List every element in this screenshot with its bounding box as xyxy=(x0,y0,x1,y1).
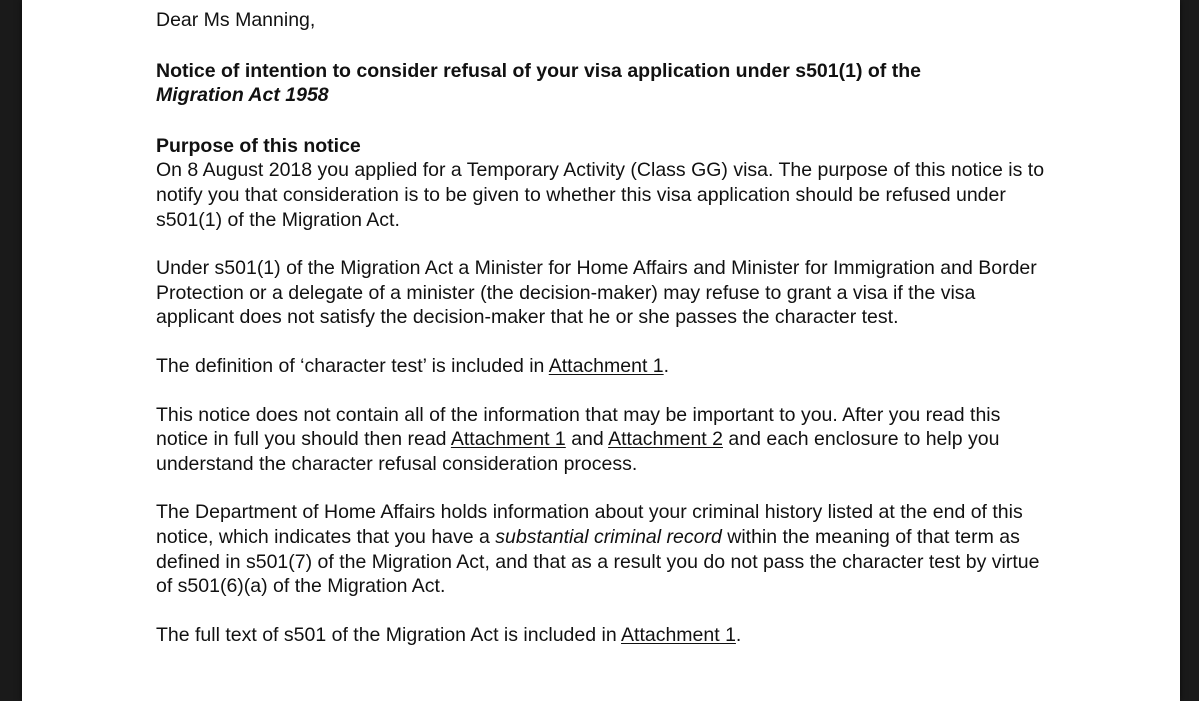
paragraph-s501-power: Under s501(1) of the Migration Act a Minister for Home Affairs and Minister for Immigration and Border Protection or a delegate of a minister (the decision-maker) may refuse to grant a visa if the visa applicant does not satisfy the decision-maker that he or she passes the character test. xyxy=(156,257,1037,329)
attachment-1-link[interactable]: Attachment 1 xyxy=(450,428,566,451)
paragraph-read-attachments: This notice does not contain all of the information that may be important to you. After you read this notice in full you should then read Attachment 1 and Attachment 2 and each enclosure to help you understand the character refusal consideration process. xyxy=(156,403,1001,475)
purpose-heading: Purpose of this notice xyxy=(156,134,361,157)
attachment-1-link[interactable]: Attachment 1 xyxy=(548,354,664,377)
paragraph-full-text-s501: The full text of s501 of the Migration Act is included in Attachment 1. xyxy=(156,623,742,646)
attachment-2-link[interactable]: Attachment 2 xyxy=(608,428,723,451)
notice-title xyxy=(156,59,1056,108)
paragraph-criminal-record: The Department of Home Affairs holds information about your criminal history listed at the end of this notice, which indicates that you have a substantial criminal record within the meaning of that term as defined in s501(7) of the Migration Act, and that as a result you do not pass the character test by virtue of s501(6)(a) of the Migration Act. xyxy=(156,501,1040,598)
paragraph-application: On 8 August 2018 you applied for a Temporary Activity (Class GG) visa. The purpose of this notice is to notify you that consideration is to be given to whether this visa application should be refused under s501(1) of the Migration Act. xyxy=(156,159,1045,231)
notice-title-line-1: Notice of intention to consider refusal of your visa application under s501(1) of the xyxy=(156,59,921,82)
letter-body xyxy=(156,8,1056,671)
notice-title-act-name: Migration Act 1958 xyxy=(156,84,329,107)
substantial-criminal-record-term: substantial criminal record xyxy=(495,525,722,548)
attachment-1-link[interactable]: Attachment 1 xyxy=(621,623,736,646)
document-page xyxy=(22,0,1180,701)
paragraph-character-test-definition: The definition of ‘character test’ is included in Attachment 1. xyxy=(156,354,670,377)
greeting: Dear Ms Manning, xyxy=(156,9,316,31)
